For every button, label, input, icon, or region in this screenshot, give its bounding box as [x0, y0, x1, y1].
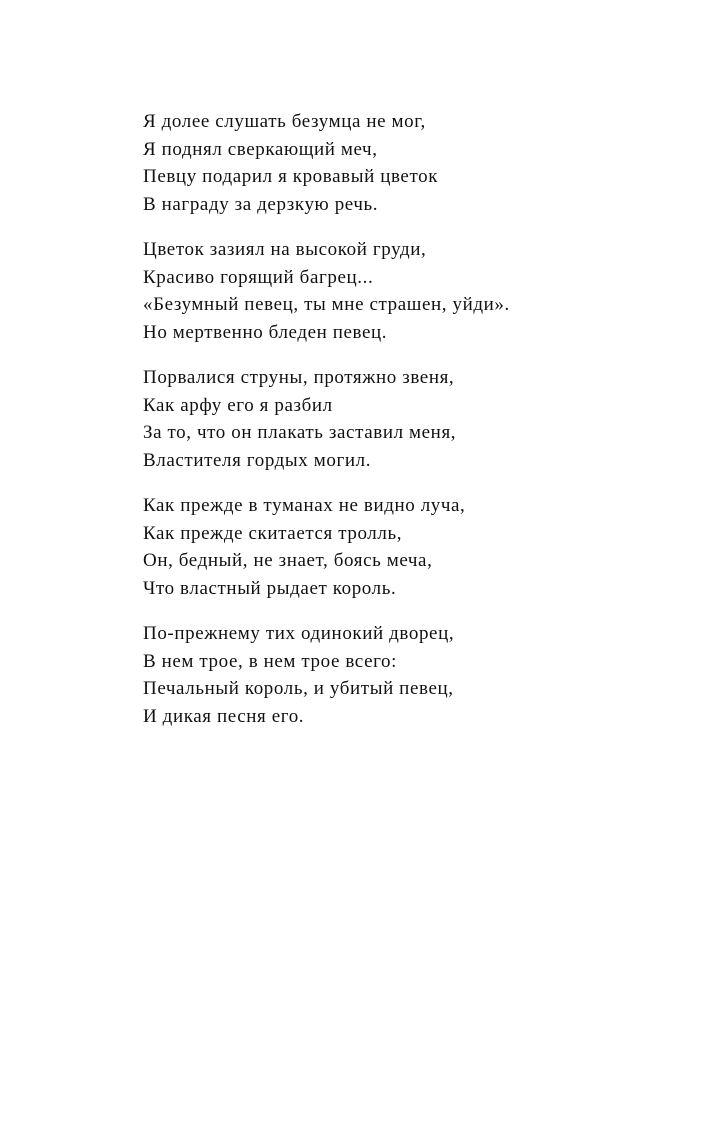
poem-line: В нем трое, в нем трое всего: [143, 650, 397, 672]
poem-line: Властителя гордых могил. [143, 449, 372, 471]
poem-line: Он, бедный, не знает, боясь меча, [143, 550, 433, 571]
stanza-2 [143, 236, 683, 346]
poem-line: За то, что он плакать заставил меня, [143, 422, 457, 443]
poem-line: Как арфу его я разбил [143, 394, 333, 416]
stanza-5 [143, 620, 683, 730]
poem-line: Цветок зазиял на высокой груди, [143, 239, 427, 260]
poem-line: Я долее слушать безумца не мог, [143, 111, 426, 132]
poem-line: Печальный король, и убитый певец, [143, 678, 454, 699]
poem-line: Как прежде скитается тролль, [143, 522, 403, 544]
poem-line: Как прежде в туманах не видно луча, [143, 495, 466, 516]
poem-line: Красиво горящий багрец... [143, 266, 374, 288]
poem-line: Я поднял сверкающий меч, [143, 138, 378, 160]
poem-line: И дикая песня его. [143, 705, 305, 727]
poem-line: Порвалися струны, протяжно звеня, [143, 367, 455, 388]
poem-line: «Безумный певец, ты мне страшен, уйди». [143, 294, 510, 315]
poem-line: Певцу подарил я кровавый цветок [143, 166, 439, 187]
poem-line: Что властный рыдает король. [143, 577, 397, 599]
poem-line: Но мертвенно бледен певец. [143, 321, 388, 343]
stanza-3 [143, 364, 683, 474]
poem-line: По-прежнему тих одинокий дворец, [143, 623, 455, 644]
stanza-4 [143, 492, 683, 602]
poem-line: В награду за дерзкую речь. [143, 193, 379, 215]
stanza-1 [143, 108, 683, 218]
poem-text [143, 108, 683, 748]
